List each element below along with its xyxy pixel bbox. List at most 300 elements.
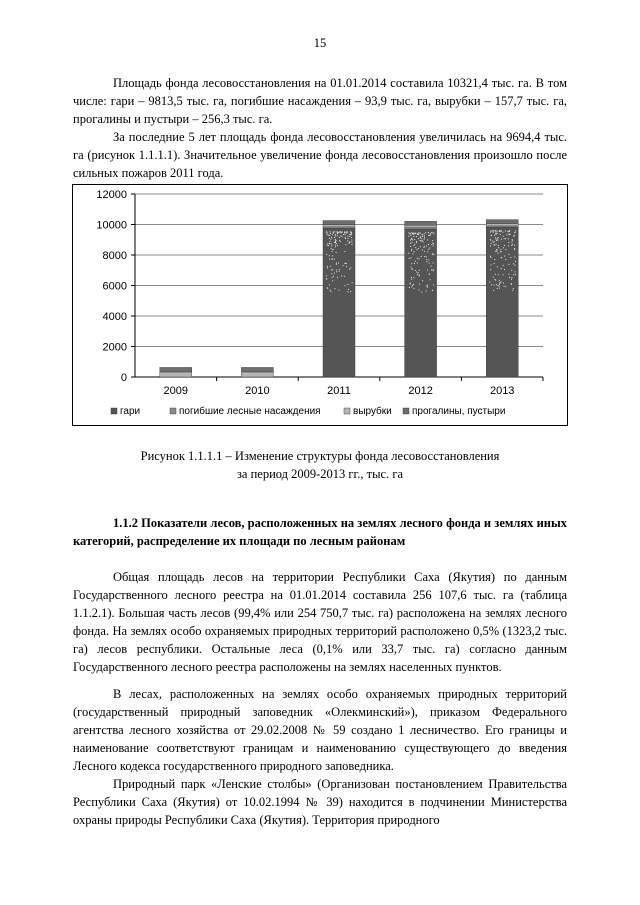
bar-texture-dot	[511, 283, 512, 284]
bar-texture-dot	[343, 265, 344, 266]
bar-texture-dot	[327, 266, 328, 267]
bar-texture-dot	[326, 231, 327, 232]
bar-texture-dot	[349, 234, 350, 235]
bar-texture-dot	[411, 263, 412, 264]
bar-texture-dot	[416, 242, 417, 243]
bar-texture-dot	[431, 232, 432, 233]
y-tick-label: 8000	[102, 250, 127, 262]
paragraph-2: За последние 5 лет площадь фонда лесовосстановления увеличилась на 9694,4 тыс. га (рисунок 1.1.1.1). Значительное увеличение фонда лесовосстановления произошло после сильных пожаров 2011 года.	[73, 130, 567, 180]
bar-texture-dot	[509, 230, 510, 231]
paragraph-4: В лесах, расположенных на землях особо охраняемых природных территорий (государственный природный заповедник «Олекминский»), приказом Федерального агентства лесного хозяйства от 29.02.2008 № 59 создано 1 лесничество. Его границы и наименование соответствуют границам и наименованию существующего до введения Лесного кодекса государственного природного заповедника.	[73, 687, 567, 773]
bar-texture-dot	[417, 234, 418, 235]
bar-texture-dot	[415, 233, 416, 234]
bar-texture-dot	[515, 271, 516, 272]
bar-texture-dot	[490, 239, 491, 240]
y-tick-label: 2000	[102, 341, 127, 354]
bar-texture-dot	[337, 245, 338, 246]
bar-texture-dot	[492, 240, 493, 241]
bar-texture-dot	[419, 232, 420, 233]
bar-texture-dot	[345, 285, 346, 286]
bar-texture-dot	[428, 249, 429, 250]
bar-texture-dot	[421, 238, 422, 239]
bar-texture-dot	[422, 240, 423, 241]
bar-texture-dot	[428, 244, 429, 245]
bar-texture-dot	[424, 251, 425, 252]
bar-texture-dot	[494, 263, 495, 264]
bar-texture-dot	[508, 264, 509, 265]
bar-texture-dot	[345, 234, 346, 235]
bar-texture-dot	[502, 232, 503, 233]
bar-texture-dot	[345, 237, 346, 238]
bar-texture-dot	[514, 256, 515, 257]
bar-texture-dot	[432, 242, 433, 243]
bar-texture-dot	[351, 234, 352, 235]
bar-texture-dot	[332, 269, 333, 270]
bar-texture-dot	[334, 273, 335, 274]
bar-texture-dot	[515, 261, 516, 262]
bar-texture-dot	[498, 245, 499, 246]
bar-texture-dot	[501, 239, 502, 240]
bar-texture-dot	[413, 288, 414, 289]
bar-texture-dot	[336, 240, 337, 241]
x-tick-label: 2011	[327, 385, 351, 397]
bar-texture-dot	[333, 276, 334, 277]
bar-texture-dot	[336, 243, 337, 244]
bar-texture-dot	[498, 274, 499, 275]
bar-texture-dot	[501, 281, 502, 282]
bar-texture-dot	[339, 269, 340, 270]
bar-texture-dot	[337, 232, 338, 233]
bar-texture-dot	[492, 230, 493, 231]
bar-texture-dot	[503, 283, 504, 284]
bar-texture-dot	[509, 254, 510, 255]
bar-texture-dot	[335, 242, 336, 243]
bar-texture-dot	[500, 234, 501, 235]
bar-texture-dot	[335, 245, 336, 246]
bar-texture-dot	[344, 276, 345, 277]
bar-texture-dot	[494, 241, 495, 242]
bar-texture-dot	[411, 277, 412, 278]
bar-texture-dot	[330, 241, 331, 242]
bar-texture-dot	[429, 274, 430, 275]
bar-texture-dot	[334, 288, 335, 289]
bar-texture-dot	[431, 266, 432, 267]
bar-texture-dot	[347, 236, 348, 237]
bar-texture-dot	[328, 245, 329, 246]
bar-texture-dot	[333, 231, 334, 232]
bar-texture-dot	[511, 242, 512, 243]
bar-texture-dot	[334, 242, 335, 243]
bar-texture-dot	[432, 290, 433, 291]
bar-texture-dot	[497, 253, 498, 254]
figure-caption	[0, 447, 640, 483]
bar-texture-dot	[412, 242, 413, 243]
bar-segment	[405, 225, 437, 227]
bar-texture-dot	[514, 249, 515, 250]
bar-texture-dot	[332, 259, 333, 260]
bar-texture-dot	[507, 231, 508, 232]
bar-texture-dot	[496, 251, 497, 252]
bar-texture-dot	[345, 238, 346, 239]
bar-segment	[323, 227, 355, 228]
bar-texture-dot	[419, 289, 420, 290]
bar-texture-dot	[335, 234, 336, 235]
bar-texture-dot	[335, 246, 336, 247]
bar-texture-dot	[351, 237, 352, 238]
bar-texture-dot	[410, 283, 411, 284]
bar-texture-dot	[432, 240, 433, 241]
bar-texture-dot	[339, 231, 340, 232]
bar-texture-dot	[497, 238, 498, 239]
bar-texture-dot	[411, 286, 412, 287]
bar-texture-dot	[494, 259, 495, 260]
bar-segment	[486, 220, 518, 224]
bar-segment	[323, 228, 355, 377]
bar-segment	[241, 367, 273, 372]
bar-texture-dot	[429, 247, 430, 248]
bar-texture-dot	[427, 287, 428, 288]
bar-texture-dot	[339, 237, 340, 238]
bar-texture-dot	[336, 270, 337, 271]
bar-texture-dot	[420, 240, 421, 241]
bar-texture-dot	[497, 285, 498, 286]
bar-texture-dot	[331, 273, 332, 274]
bar-texture-dot	[411, 239, 412, 240]
bar-texture-dot	[413, 277, 414, 278]
bar-texture-dot	[331, 248, 332, 249]
bar-texture-dot	[495, 234, 496, 235]
bar-texture-dot	[340, 241, 341, 242]
bar-texture-dot	[499, 280, 500, 281]
bar-texture-dot	[413, 233, 414, 234]
bar-texture-dot	[504, 238, 505, 239]
bar-texture-dot	[505, 230, 506, 231]
bar-texture-dot	[337, 233, 338, 234]
bar-segment	[486, 226, 518, 227]
bar-texture-dot	[493, 242, 494, 243]
bar-texture-dot	[491, 243, 492, 244]
bar-texture-dot	[495, 237, 496, 238]
bar-texture-dot	[350, 231, 351, 232]
bar-texture-dot	[339, 271, 340, 272]
bar-texture-dot	[494, 235, 495, 236]
bar-texture-dot	[430, 233, 431, 234]
bar-texture-dot	[504, 286, 505, 287]
bar-texture-dot	[433, 232, 434, 233]
bar-texture-dot	[345, 244, 346, 245]
bar-texture-dot	[506, 234, 507, 235]
bar-texture-dot	[417, 263, 418, 264]
bar-texture-dot	[340, 231, 341, 232]
bar-texture-dot	[424, 237, 425, 238]
bar-texture-dot	[508, 238, 509, 239]
bar-segment	[405, 228, 437, 229]
bar-texture-dot	[416, 241, 417, 242]
bar-texture-dot	[511, 270, 512, 271]
y-tick-label: 10000	[96, 219, 127, 232]
bar-texture-dot	[504, 269, 505, 270]
bar-texture-dot	[432, 254, 433, 255]
bar-texture-dot	[424, 236, 425, 237]
y-tick-label: 4000	[102, 311, 127, 323]
legend-swatch	[403, 408, 409, 414]
bar-texture-dot	[411, 249, 412, 250]
bar-texture-dot	[415, 270, 416, 271]
bar-texture-dot	[511, 279, 512, 280]
bar-texture-dot	[513, 274, 514, 275]
x-tick-label: 2009	[163, 385, 189, 397]
bar-texture-dot	[342, 231, 343, 232]
legend-swatch	[111, 408, 117, 414]
bar-texture-dot	[490, 269, 491, 270]
bar-texture-dot	[498, 237, 499, 238]
bar-texture-dot	[504, 245, 505, 246]
bar-texture-dot	[426, 246, 427, 247]
bar-texture-dot	[329, 259, 330, 260]
bar-texture-dot	[329, 255, 330, 256]
bar-texture-dot	[433, 269, 434, 270]
bar-texture-dot	[510, 257, 511, 258]
bar-texture-dot	[511, 277, 512, 278]
bar-texture-dot	[497, 266, 498, 267]
bar-texture-dot	[413, 284, 414, 285]
bar-texture-dot	[514, 235, 515, 236]
bar-texture-dot	[418, 248, 419, 249]
bar-texture-dot	[424, 256, 425, 257]
bar-texture-dot	[514, 248, 515, 249]
bar-segment	[486, 224, 518, 226]
caption-line-1: Рисунок 1.1.1.1 – Изменение структуры фонда лесовосстановления	[140, 449, 500, 463]
chart-frame	[72, 184, 568, 426]
bar-texture-dot	[416, 271, 417, 272]
bar-texture-dot	[334, 231, 335, 232]
x-tick-label: 2012	[408, 385, 433, 397]
bar-texture-dot	[340, 232, 341, 233]
bar-texture-dot	[426, 256, 427, 257]
bar-texture-dot	[493, 232, 494, 233]
bar-texture-dot	[421, 292, 422, 293]
bar-texture-dot	[422, 236, 423, 237]
bar-texture-dot	[508, 245, 509, 246]
bar-texture-dot	[515, 274, 516, 275]
bar-texture-dot	[427, 285, 428, 286]
bar-texture-dot	[496, 244, 497, 245]
bar-texture-dot	[505, 286, 506, 287]
bar-texture-dot	[431, 244, 432, 245]
bar-texture-dot	[509, 234, 510, 235]
bar-texture-dot	[513, 288, 514, 289]
bar-texture-dot	[414, 244, 415, 245]
legend-label: вырубки	[353, 406, 392, 417]
bar-texture-dot	[408, 253, 409, 254]
bar-texture-dot	[426, 290, 427, 291]
bar-texture-dot	[336, 264, 337, 265]
bar-texture-dot	[490, 232, 491, 233]
legend-label: погибшие лесные насаждения	[179, 406, 321, 417]
bar-texture-dot	[332, 280, 333, 281]
bar-texture-dot	[330, 233, 331, 234]
bar-texture-dot	[414, 239, 415, 240]
bar-texture-dot	[511, 245, 512, 246]
bar-texture-dot	[330, 291, 331, 292]
bar-texture-dot	[334, 237, 335, 238]
bar-texture-dot	[327, 287, 328, 288]
bar-texture-dot	[349, 242, 350, 243]
bar-texture-dot	[429, 263, 430, 264]
y-tick-label: 12000	[96, 189, 127, 201]
x-tick-label: 2013	[489, 385, 515, 397]
bar-texture-dot	[351, 240, 352, 241]
bar-texture-dot	[414, 251, 415, 252]
bar-texture-dot	[409, 234, 410, 235]
bar-texture-dot	[409, 258, 410, 259]
bar-texture-dot	[496, 233, 497, 234]
bar-texture-dot	[331, 239, 332, 240]
bar-texture-dot	[491, 235, 492, 236]
bar-texture-dot	[495, 280, 496, 281]
bar-texture-dot	[433, 262, 434, 263]
bar-texture-dot	[341, 275, 342, 276]
bar-texture-dot	[426, 259, 427, 260]
bar-texture-dot	[494, 285, 495, 286]
bar-texture-dot	[351, 242, 352, 243]
bar-texture-dot	[326, 232, 327, 233]
bar-texture-dot	[340, 235, 341, 236]
bar-texture-dot	[498, 240, 499, 241]
bar-texture-dot	[408, 232, 409, 233]
bar-texture-dot	[500, 249, 501, 250]
bar-texture-dot	[338, 232, 339, 233]
bar-texture-dot	[419, 284, 420, 285]
bar-texture-dot	[426, 261, 427, 262]
bar-texture-dot	[424, 233, 425, 234]
bar-texture-dot	[505, 249, 506, 250]
bar-texture-dot	[352, 282, 353, 283]
bar-texture-dot	[433, 284, 434, 285]
bar-texture-dot	[419, 275, 420, 276]
bar-texture-dot	[504, 256, 505, 257]
bar-texture-dot	[418, 233, 419, 234]
bar-texture-dot	[503, 265, 504, 266]
bar-texture-dot	[493, 230, 494, 231]
bar-texture-dot	[346, 266, 347, 267]
bar-texture-dot	[338, 262, 339, 263]
bar-texture-dot	[491, 265, 492, 266]
bar-texture-dot	[426, 286, 427, 287]
bar-texture-dot	[410, 246, 411, 247]
bar-texture-dot	[331, 237, 332, 238]
bar-texture-dot	[512, 290, 513, 291]
bar-texture-dot	[493, 276, 494, 277]
bar-texture-dot	[495, 251, 496, 252]
bar-texture-dot	[336, 263, 337, 264]
bar-texture-dot	[514, 232, 515, 233]
bar-texture-dot	[411, 250, 412, 251]
bar-texture-dot	[345, 251, 346, 252]
bar-texture-dot	[505, 238, 506, 239]
bar-texture-dot	[500, 282, 501, 283]
bar-texture-dot	[503, 247, 504, 248]
bar-segment	[405, 229, 437, 377]
bar-texture-dot	[409, 287, 410, 288]
bar-texture-dot	[428, 232, 429, 233]
bar-texture-dot	[419, 270, 420, 271]
paragraph-5: Природный парк «Ленские столбы» (Организован постановлением Правительства Республики Саха (Якутия) от 10.02.1994 № 39) находится в подчинении Министерства охраны природы Республики Саха (Якутия). Территория природного	[73, 777, 567, 827]
bar-texture-dot	[497, 288, 498, 289]
bar-texture-dot	[422, 280, 423, 281]
bar-texture-dot	[344, 231, 345, 232]
bar-texture-dot	[347, 231, 348, 232]
bar-texture-dot	[411, 235, 412, 236]
bar-texture-dot	[420, 236, 421, 237]
bar-texture-dot	[347, 238, 348, 239]
bar-texture-dot	[415, 247, 416, 248]
bar-texture-dot	[433, 245, 434, 246]
bar-texture-dot	[410, 243, 411, 244]
bar-texture-dot	[408, 236, 409, 237]
bar-texture-dot	[335, 239, 336, 240]
bar-texture-dot	[424, 239, 425, 240]
bar-texture-dot	[431, 269, 432, 270]
bar-texture-dot	[332, 255, 333, 256]
bar-texture-dot	[328, 235, 329, 236]
bar-texture-dot	[326, 275, 327, 276]
bar-texture-dot	[347, 240, 348, 241]
y-tick-label: 0	[120, 372, 127, 384]
bar-texture-dot	[411, 279, 412, 280]
bar-texture-dot	[346, 232, 347, 233]
bar-texture-dot	[515, 265, 516, 266]
bar-texture-dot	[512, 240, 513, 241]
bar-texture-dot	[416, 249, 417, 250]
bar-texture-dot	[337, 235, 338, 236]
bar-texture-dot	[351, 232, 352, 233]
bar-texture-dot	[496, 231, 497, 232]
bar-texture-dot	[411, 257, 412, 258]
bar-texture-dot	[349, 269, 350, 270]
bar-texture-dot	[332, 277, 333, 278]
bar-texture-dot	[417, 274, 418, 275]
bar-texture-dot	[336, 252, 337, 253]
bar-texture-dot	[349, 236, 350, 237]
bar-texture-dot	[421, 241, 422, 242]
bar-texture-dot	[433, 270, 434, 271]
legend-label: прогалины, пустыри	[412, 406, 506, 417]
bar-texture-dot	[430, 234, 431, 235]
bar-texture-dot	[329, 284, 330, 285]
bar-texture-dot	[428, 235, 429, 236]
bar-segment	[160, 367, 192, 372]
bar-texture-dot	[501, 268, 502, 269]
bar-texture-dot	[351, 244, 352, 245]
bar-texture-dot	[501, 230, 502, 231]
bar-texture-dot	[338, 290, 339, 291]
bar-texture-dot	[503, 274, 504, 275]
bar-texture-dot	[489, 282, 490, 283]
bar-texture-dot	[490, 246, 491, 247]
bar-texture-dot	[414, 263, 415, 264]
bar-texture-dot	[515, 230, 516, 231]
bar-texture-dot	[433, 254, 434, 255]
bar-texture-dot	[334, 259, 335, 260]
paragraph-1: Площадь фонда лесовосстановления на 01.01.2014 составила 10321,4 тыс. га. В том числе: гари – 9813,5 тыс. га, погибшие насаждения – 93,9 тыс. га, вырубки – 157,7 тыс. га, прогалины и пустыри – 256,3 тыс. га.	[73, 76, 567, 126]
bar-texture-dot	[348, 289, 349, 290]
bar-texture-dot	[416, 236, 417, 237]
bar-texture-dot	[329, 243, 330, 244]
bar-texture-dot	[503, 236, 504, 237]
bar-texture-dot	[410, 240, 411, 241]
bar-texture-dot	[509, 274, 510, 275]
